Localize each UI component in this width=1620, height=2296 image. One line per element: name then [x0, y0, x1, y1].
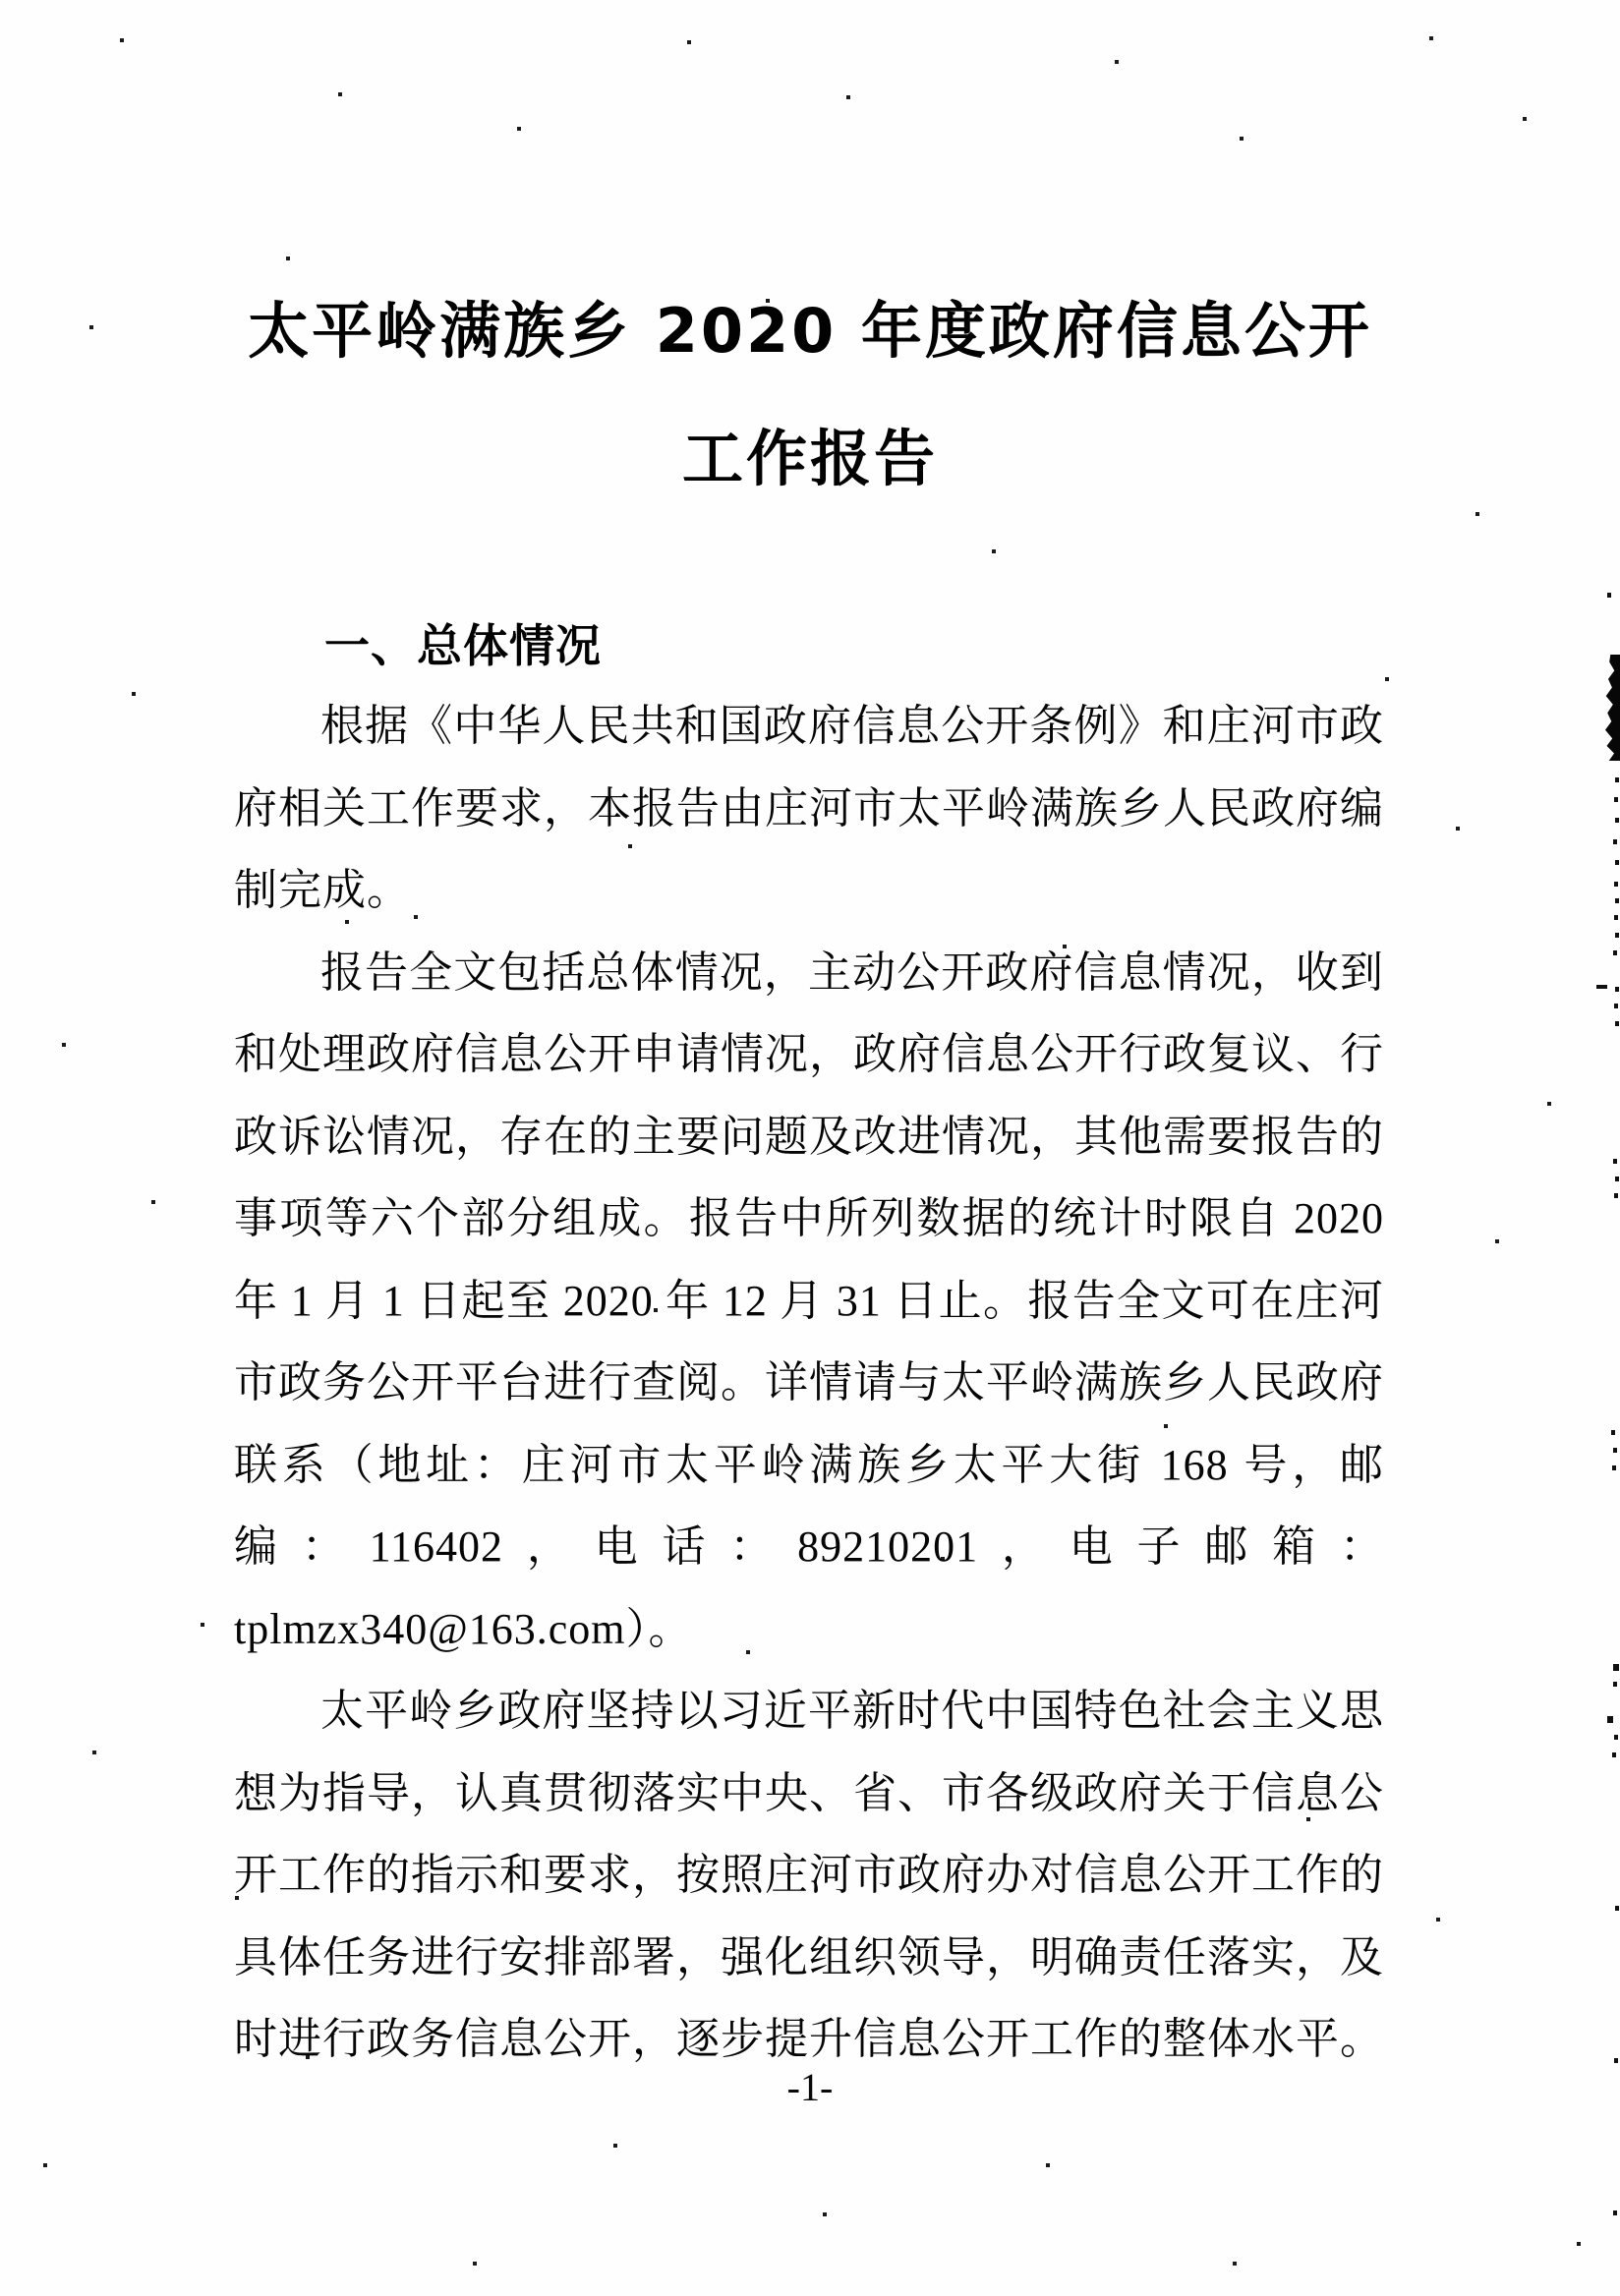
- paragraph-2: 报告全文包括总体情况，主动公开政府信息情况，收到和处理政府信息公开申请情况，政府信息公开行政复议、行政诉讼情况，存在的主要问题及改进情况，其他需要报告的事项等六个部分组成。报告中所列数据的统计时限自 2020 年 1 月 1 日起至 2020 年 12 月 31 日止。报告全文可在庄河市政务公开平台进行查阅。详情请与太平岭满族乡人民政府联系（地址：庄河市太平岭满族乡太平大街 168 号，邮编：116402，电话：89210201，电子邮箱：tplmzx340@163.com）。: [234, 947, 1384, 1653]
- document-title-line2: 工作报告: [681, 423, 938, 494]
- paragraph-1: 根据《中华人民共和国政府信息公开条例》和庄河市政府相关工作要求，本报告由庄河市太平岭满族乡人民政府编制完成。: [234, 702, 1384, 914]
- scan-artifact-right-edge-strip: [1605, 655, 1620, 761]
- document-body: [234, 685, 1384, 2081]
- document-title-line1: 太平岭满族乡 2020 年度政府信息公开: [248, 295, 1372, 367]
- paragraph-3: 太平岭乡政府坚持以习近平新时代中国特色社会主义思想为指导，认真贯彻落实中央、省、市各级政府关于信息公开工作的指示和要求，按照庄河市政府办对信息公开工作的具体任务进行安排部署，强化组织领导，明确责任落实，及时进行政务信息公开，逐步提升信息公开工作的整体水平。: [234, 1687, 1384, 2063]
- section-heading-overview: 一、总体情况: [324, 619, 602, 672]
- scan-artifact-right-edge-dots: [0, 0, 2, 3]
- scan-artifact-dash: [1596, 985, 1607, 989]
- page-number: -1-: [786, 2065, 834, 2109]
